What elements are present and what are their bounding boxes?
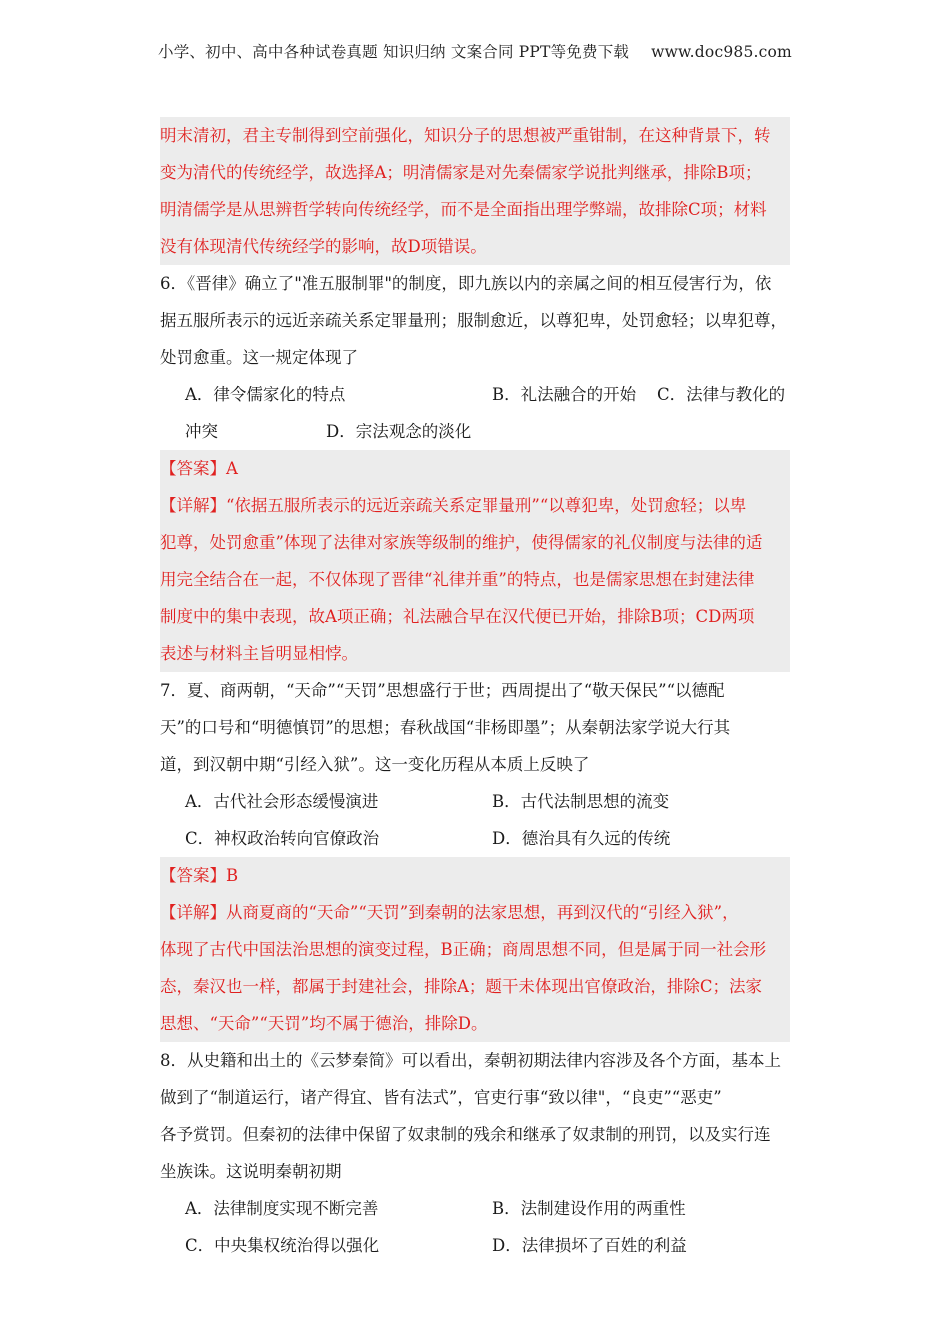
detail-line: 犯尊，处罚愈重”体现了法律对家族等级制的维护，使得儒家的礼仪制度与法律的适 [160,533,763,552]
page-header [0,40,950,62]
question-stem-line: 道，到汉朝中期“引经入狱”。这一变化历程从本质上反映了 [160,755,590,774]
option-c: C．神权政治转向官僚政治 [185,829,380,848]
option-a: A．律令儒家化的特点 [185,385,346,404]
question-stem-line: 处罚愈重。这一规定体现了 [160,348,358,367]
option-d: D．德治具有久远的传统 [492,829,671,848]
question-stem-line: 7．夏、商两朝，“天命”“天罚”思想盛行于世；西周提出了“敬天保民”“以德配 [160,681,725,700]
options-row [160,820,790,857]
detail-line: 明末清初，君主专制得到空前强化，知识分子的思想被严重钳制，在这种背景下，转 [160,126,771,145]
options-row [160,376,790,413]
question-6 [160,265,790,450]
header-slogan: 小学、初中、高中各种试卷真题 知识归纳 文案合同 PPT等免费下载 [158,43,630,61]
prev-detail-block [160,117,790,265]
detail-line: 【详解】“依据五服所表示的远近亲疏关系定罪量刑”“以尊犯卑，处罚愈轻；以卑 [160,496,747,515]
answer-block-6 [160,450,790,672]
answer-block-7 [160,857,790,1042]
option-b: B．法制建设作用的两重性 [492,1199,686,1218]
option-b: B．礼法融合的开始 [492,385,637,404]
question-8 [160,1042,790,1264]
option-a: A．法律制度实现不断完善 [185,1199,379,1218]
question-stem-line: 坐族诛。这说明秦朝初期 [160,1162,342,1181]
option-d: D．宗法观念的淡化 [326,422,472,441]
detail-line: 【详解】从商夏商的“天命”“天罚”到秦朝的法家思想，再到汉代的“引经入狱”， [160,903,739,922]
question-stem-line: 8．从史籍和出土的《云梦秦简》可以看出，秦朝初期法律内容涉及各个方面，基本上 [160,1051,781,1070]
header-site-link[interactable]: www.doc985.com [651,43,792,61]
question-stem-line: 据五服所表示的远近亲疏关系定罪量刑；服制愈近，以尊犯卑，处罚愈轻；以卑犯尊， [160,311,787,330]
question-stem-line: 做到了“制道运行，诸产得宜、皆有法式”，官吏行事“致以律"，“良吏”“恶吏” [160,1088,722,1107]
options-row [160,783,790,820]
option-c: C．法律与教化的 [657,385,786,404]
option-c: C．中央集权统治得以强化 [185,1236,380,1255]
detail-line: 用完全结合在一起，不仅体现了晋律“礼律并重”的特点，也是儒家思想在封建法律 [160,570,755,589]
option-a: A．古代社会形态缓慢演进 [185,792,379,811]
detail-line: 体现了古代中国法治思想的演变过程，B正确；商周思想不同，但是属于同一社会形 [160,940,767,959]
options-row [160,1190,790,1227]
options-row [160,413,790,450]
question-7 [160,672,790,857]
detail-line: 没有体现清代传统经学的影响，故D项错误。 [160,237,487,256]
question-stem-line: 天”的口号和“明德慎罚”的思想；春秋战国“非杨即墨”；从秦朝法家学说大行其 [160,718,731,737]
document-body [160,117,790,1264]
answer-label: 【答案】B [160,866,239,885]
detail-line: 思想、“天命”“天罚”均不属于德治，排除D。 [160,1014,488,1033]
detail-line: 制度中的集中表现，故A项正确；礼法融合早在汉代便已开始，排除B项；CD两项 [160,607,755,626]
option-c-continued: 冲突 [185,422,218,441]
question-stem-line: 各予赏罚。但秦初的法律中保留了奴隶制的残余和继承了奴隶制的刑罚，以及实行连 [160,1125,771,1144]
option-d: D．法律损坏了百姓的利益 [492,1236,687,1255]
options-row [160,1227,790,1264]
option-b: B．古代法制思想的流变 [492,792,670,811]
answer-label: 【答案】A [160,459,238,478]
detail-line: 变为清代的传统经学，故选择A；明清儒家是对先秦儒家学说批判继承，排除B项； [160,163,762,182]
detail-line: 态，秦汉也一样，都属于封建社会，排除A；题干未体现出官僚政治，排除C；法家 [160,977,763,996]
question-stem-line: 6．《晋律》确立了"准五服制罪"的制度，即九族以内的亲属之间的相互侵害行为，依 [160,274,772,293]
detail-line: 表述与材料主旨明显相悖。 [160,644,358,663]
detail-line: 明清儒学是从思辨哲学转向传统经学，而不是全面指出理学弊端，故排除C项；材料 [160,200,767,219]
